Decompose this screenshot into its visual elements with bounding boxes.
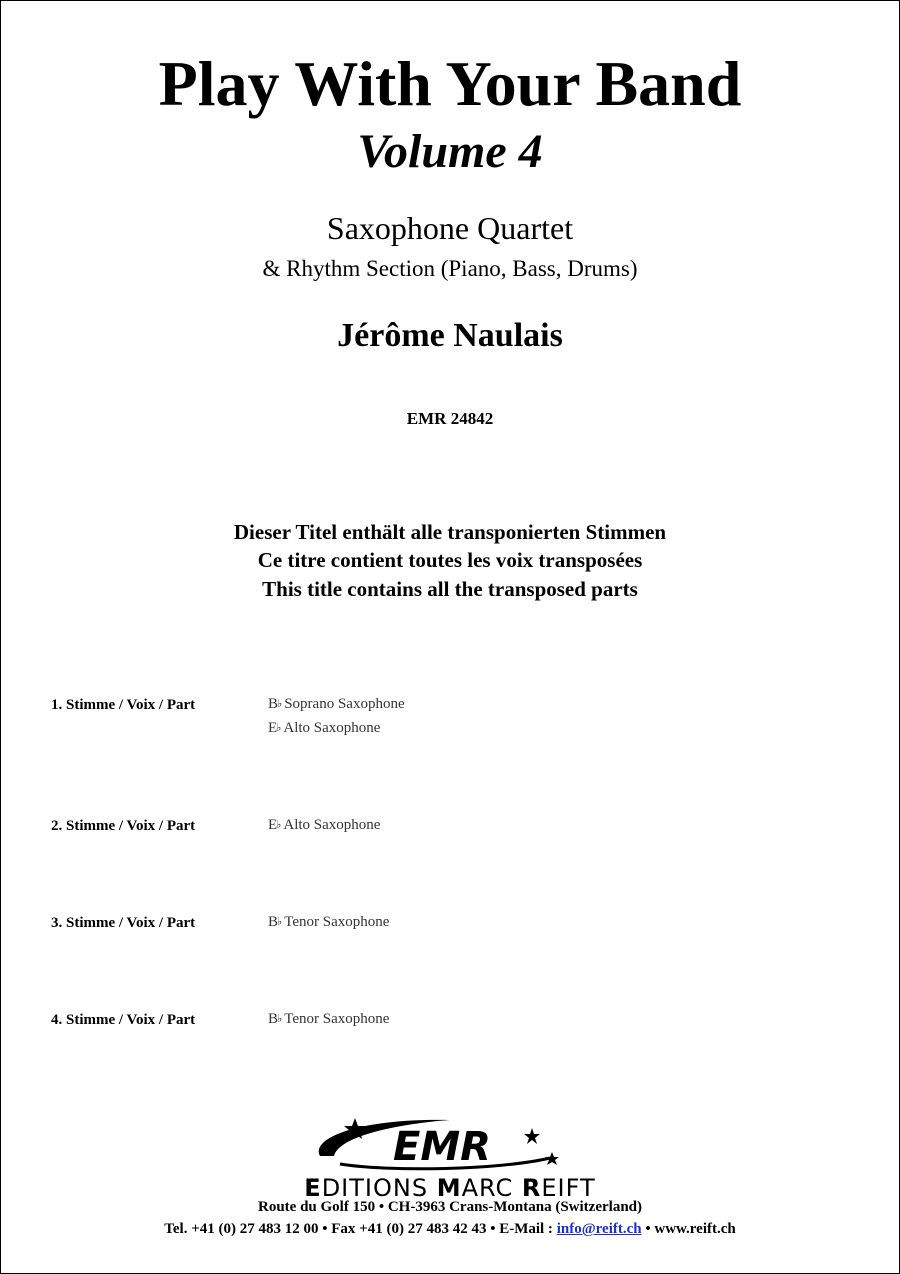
- publisher-contact: [0, 1218, 900, 1240]
- email-link[interactable]: info@reift.ch: [556, 1221, 642, 1237]
- flat-sign: ♭: [276, 722, 282, 734]
- logo-text: EMR: [393, 1124, 491, 1170]
- ensemble: Saxophone Quartet: [326, 210, 574, 246]
- flat-sign: ♭: [277, 1013, 283, 1025]
- rhythm-section: & Rhythm Section (Piano, Bass, Drums): [262, 256, 638, 281]
- catalog-number: EMR 24842: [406, 409, 494, 428]
- part-1-label: 1. Stimme / Voix / Part: [51, 697, 196, 713]
- title: Play With Your Band: [158, 48, 742, 119]
- note-french: Ce titre contient toutes les voix transposées: [257, 548, 643, 572]
- volume-subtitle: Volume 4: [357, 125, 543, 178]
- part-3-label: 3. Stimme / Voix / Part: [51, 915, 196, 931]
- part-3-instrument-1: [268, 910, 389, 935]
- instrument-name: Tenor Saxophone: [284, 1011, 390, 1027]
- flat-sign: ♭: [277, 916, 283, 928]
- instrument-key: E: [268, 817, 278, 833]
- instrument-name: Alto Saxophone: [283, 817, 381, 833]
- part-4-label: 4. Stimme / Voix / Part: [51, 1012, 196, 1028]
- flat-sign: ♭: [276, 819, 282, 831]
- part-2-instrument-1: [268, 813, 380, 838]
- publisher-address: Route du Golf 150 • CH-3963 Crans-Montana (Switzerland): [258, 1199, 642, 1215]
- instrument-key: B: [268, 914, 279, 930]
- publisher-name: EDITIONS MARC REIFT: [304, 1174, 596, 1202]
- instrument-key: B: [268, 1011, 279, 1027]
- part-4-instrument-1: [268, 1007, 389, 1032]
- composer: Jérôme Naulais: [337, 317, 563, 354]
- instrument-name: Alto Saxophone: [283, 720, 381, 736]
- instrument-key: E: [268, 720, 278, 736]
- part-2-label: 2. Stimme / Voix / Part: [51, 818, 196, 834]
- note-german: Dieser Titel enthält alle transponierten Stimmen: [233, 520, 667, 544]
- instrument-name: Tenor Saxophone: [284, 914, 390, 930]
- instrument-name: Soprano Saxophone: [284, 696, 405, 712]
- part-1-instrument-2: [268, 716, 380, 741]
- flat-sign: ♭: [277, 698, 283, 710]
- emr-logo: [300, 1108, 600, 1180]
- instrument-key: B: [268, 696, 279, 712]
- note-english: This title contains all the transposed parts: [262, 577, 638, 601]
- contact-phone-fax: Tel. +41 (0) 27 483 12 00 • Fax +41 (0) 27 483 42 43 • E-Mail :: [164, 1221, 557, 1237]
- part-1-instrument-1: [268, 692, 405, 717]
- contact-website: • www.reift.ch: [641, 1221, 736, 1237]
